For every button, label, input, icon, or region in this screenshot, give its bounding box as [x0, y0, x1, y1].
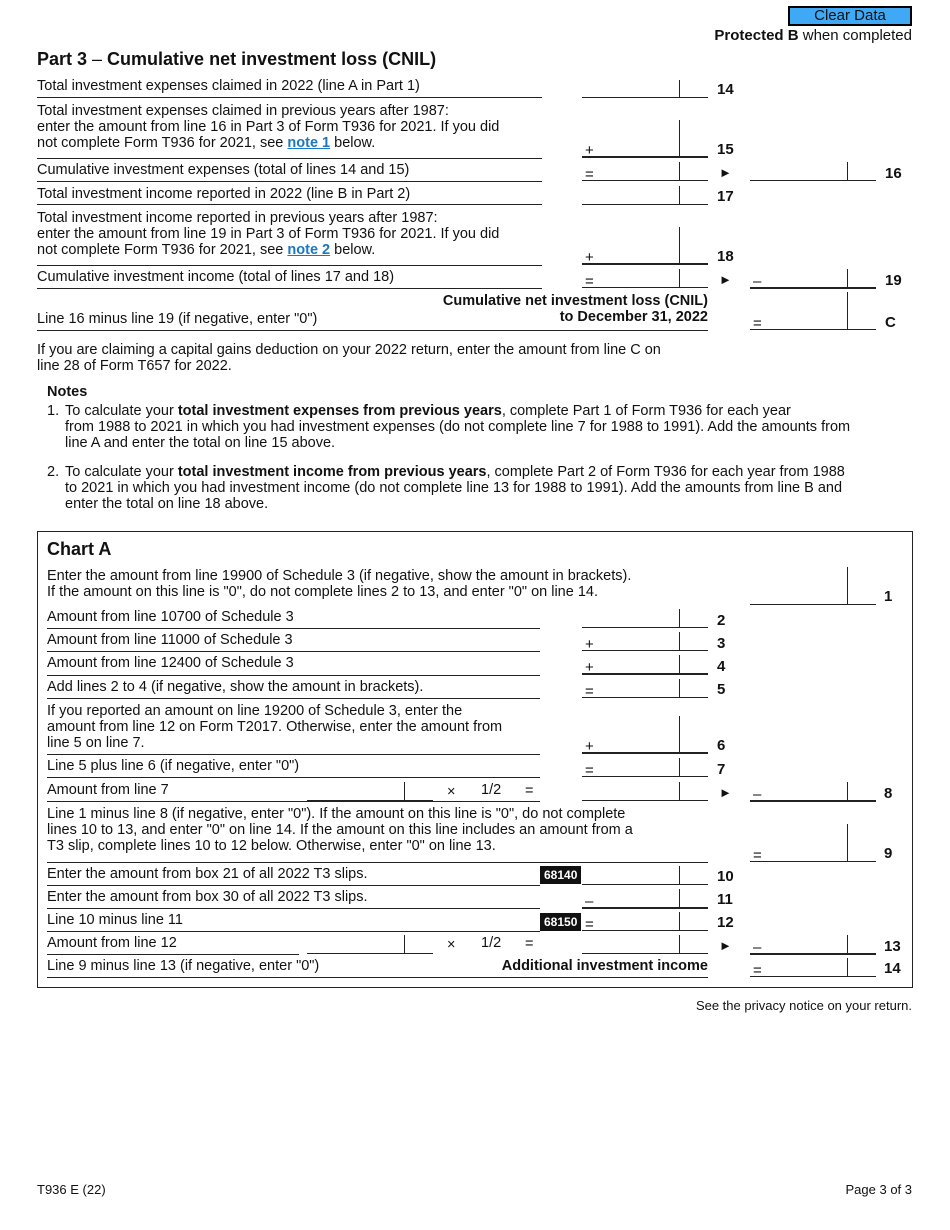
form-identifier: T936 E (22) [37, 1182, 106, 1197]
chartA-line13-label: Amount from line 12 [47, 935, 177, 951]
line16-label: Cumulative investment expenses (total of lines 14 and 15) [37, 162, 410, 178]
line15-text-b: below. [330, 135, 376, 151]
lineC-input[interactable] [750, 292, 876, 330]
line14-input[interactable] [582, 80, 708, 98]
chartA-line10-rule [47, 885, 540, 886]
lineC-equals: = [753, 315, 762, 332]
chartA-line6-plus: + [585, 738, 594, 755]
line17-label: Total investment income reported in 2022 (line B in Part 2) [37, 186, 411, 202]
line14-number: 14 [717, 81, 734, 98]
line16-arrow-icon: ► [719, 165, 732, 180]
chart-a-title: Chart A [47, 539, 112, 559]
line17-input[interactable] [582, 186, 708, 205]
field-code-68140: 68140 [540, 866, 581, 884]
chartA-line5-equals: = [585, 683, 594, 700]
chartA-line1-input[interactable] [750, 567, 876, 605]
line16-sum-field [582, 162, 708, 181]
line19-sum-field [582, 269, 708, 288]
note2-link[interactable]: note 2 [287, 242, 331, 258]
line15-input[interactable] [582, 120, 708, 158]
chartA-line2-input[interactable] [582, 609, 708, 628]
chartA-line7-label: Line 5 plus line 6 (if negative, enter "0") [47, 758, 300, 774]
protected-b-suffix: when completed [798, 27, 912, 44]
chartA-line7-equals: = [585, 762, 594, 779]
line16-input[interactable] [750, 162, 876, 181]
part3-title-part: Part 3 [37, 49, 88, 69]
notes-title: Notes [47, 384, 88, 400]
chartA-line12-number: 12 [717, 914, 734, 931]
chartA-line2-number: 2 [717, 612, 726, 629]
chartA-line14-input[interactable] [750, 958, 876, 977]
chartA-line8-rule [47, 801, 540, 802]
chartA-line10-number: 10 [717, 868, 734, 885]
page-number: Page 3 of 3 [845, 1182, 912, 1197]
chartA-line8-half: 1/2 [481, 782, 502, 798]
chartA-line13-minus: – [753, 939, 762, 956]
lineC-number: C [885, 314, 896, 331]
note1-number: 1. [47, 403, 60, 419]
chartA-line14-label: Line 9 minus line 13 (if negative, enter "0") [47, 958, 320, 974]
line18-plus: + [585, 249, 594, 266]
chartA-line13-half: 1/2 [481, 935, 502, 951]
chartA-line7-field [582, 758, 708, 777]
note1-text-a: To calculate your [65, 403, 178, 419]
note2-text-a: To calculate your [65, 464, 178, 480]
note2-bold: total investment income from previous years [177, 464, 487, 480]
chartA-line9-label: Line 1 minus line 8 (if negative, enter "0"). If the amount on this line is "0", do not complete lines 10 to 13, and enter "0" on line 14. If the amount on this line includes an amount from a T3 slip, complete lines 10 to 12 below. Otherwise, enter "0" on line 13. [47, 806, 633, 854]
chartA-line7-rule [47, 777, 540, 778]
part3-title-rest: Cumulative net investment loss (CNIL) [107, 49, 437, 69]
chartA-line13-number: 13 [884, 938, 901, 955]
chartA-line5-field [582, 679, 708, 698]
line18-input[interactable] [582, 227, 708, 265]
chartA-line4-rule [47, 675, 540, 676]
chartA-line4-number: 4 [717, 658, 726, 675]
chartA-line2-rule [47, 628, 540, 629]
line18-text-a: Total investment income reported in previous years after 1987: enter the amount from line 19 in Part 3 of Form T936 for 2021. If you did not complete Form T936 for 2021, see [37, 210, 500, 258]
chartA-line9-rule [47, 862, 708, 863]
line19-number: 19 [885, 272, 902, 289]
note1-link[interactable]: note 1 [287, 135, 331, 151]
chartA-line13-rule [47, 954, 299, 955]
chartA-line8-amount-input[interactable] [307, 782, 433, 801]
line15-text-a: Total investment expenses claimed in previous years after 1987: enter the amount from line 16 in Part 3 of Form T936 for 2021. If you did not complete Form T936 for 2021, see [37, 103, 500, 151]
chartA-line10-input[interactable] [582, 866, 708, 885]
line19-minus: – [753, 273, 762, 290]
line16-rule [37, 181, 542, 182]
chartA-line11-label: Enter the amount from box 30 of all 2022 T3 slips. [47, 889, 368, 905]
chartA-line7-number: 7 [717, 761, 726, 778]
chartA-line13-input[interactable] [750, 935, 876, 955]
line18-label [37, 210, 499, 258]
chartA-line5-number: 5 [717, 681, 726, 698]
protected-b-notice [714, 27, 912, 44]
chartA-line13-arrow-icon: ► [719, 938, 732, 953]
chartA-line4-plus: + [585, 659, 594, 676]
chartA-line8-arrow-icon: ► [719, 785, 732, 800]
chartA-line11-number: 11 [717, 891, 733, 908]
line18-number: 18 [717, 248, 734, 265]
capital-gains-instruction: If you are claiming a capital gains deduction on your 2022 return, enter the amount from line C on line 28 of Form T657 for 2022. [37, 342, 661, 374]
line15-number: 15 [717, 141, 734, 158]
chartA-line14-equals: = [753, 962, 762, 979]
chartA-line8-label: Amount from line 7 [47, 782, 169, 798]
chartA-line13-times: × [447, 937, 456, 953]
chartA-line8-result-field [582, 782, 708, 801]
chartA-line8-equals: = [525, 783, 534, 799]
field-code-68150: 68150 [540, 913, 581, 931]
chartA-line6-label: If you reported an amount on line 19200 of Schedule 3, enter the amount from line 12 on Form T2017. Otherwise, enter the amount from line 5 on line 7. [47, 703, 503, 751]
chartA-line12-field [582, 912, 708, 931]
chartA-line2-label: Amount from line 10700 of Schedule 3 [47, 609, 294, 625]
lineC-label: Line 16 minus line 19 (if negative, enter "0") [37, 311, 318, 327]
chartA-line1-number: 1 [884, 588, 893, 605]
line16-number: 16 [885, 165, 902, 182]
line18-text-b: below. [330, 242, 376, 258]
note2-number: 2. [47, 464, 60, 480]
chartA-line8-number: 8 [884, 785, 893, 802]
line14-label: Total investment expenses claimed in 2022 (line A in Part 1) [37, 78, 420, 94]
note2-text-b: , complete Part 2 of Form T936 for each year from 1988 [486, 464, 845, 480]
protected-b-label: Protected B [714, 27, 799, 44]
lineC-rule [37, 330, 708, 331]
chartA-line6-input[interactable] [582, 716, 708, 754]
line19-input[interactable] [750, 269, 876, 289]
note1-text-b: , complete Part 1 of Form T936 for each year [501, 403, 791, 419]
chartA-line13-result-field [582, 935, 708, 954]
chartA-line11-input[interactable] [582, 889, 708, 909]
chartA-line5-rule [47, 698, 540, 699]
chartA-line10-label: Enter the amount from box 21 of all 2022 T3 slips. [47, 866, 368, 882]
chartA-line3-input[interactable] [582, 632, 708, 651]
chartA-line8-minus: – [753, 786, 762, 803]
chartA-line3-number: 3 [717, 635, 726, 652]
line17-number: 17 [717, 188, 734, 205]
chartA-line14-rule [47, 977, 708, 978]
note1-text [65, 403, 915, 419]
chartA-line14-number: 14 [884, 960, 901, 977]
note1-bold: total investment expenses from previous years [177, 403, 502, 419]
privacy-notice: See the privacy notice on your return. [695, 998, 912, 1013]
additional-investment-income-title: Additional investment income [501, 958, 708, 974]
chartA-line3-rule [47, 651, 540, 652]
chartA-line6-number: 6 [717, 737, 726, 754]
part3-title [37, 49, 436, 70]
chartA-line12-rule [47, 931, 540, 932]
chartA-line3-label: Amount from line 11000 of Schedule 3 [47, 632, 293, 648]
chartA-line1-label: Enter the amount from line 19900 of Schedule 3 (if negative, show the amount in brackets). If the amount on this line is "0", do not complete lines 2 to 13, and enter "0" on line 14. [47, 568, 632, 600]
chartA-line9-number: 9 [884, 845, 893, 862]
line19-label: Cumulative investment income (total of lines 17 and 18) [37, 269, 395, 285]
chartA-line12-label: Line 10 minus line 11 [47, 912, 183, 928]
cnil-title: Cumulative net investment loss (CNIL) to December 31, 2022 [442, 293, 708, 325]
line15-label [37, 103, 499, 151]
line16-equals: = [585, 166, 594, 183]
chartA-line3-plus: + [585, 636, 594, 653]
part3-title-dash: – [87, 49, 108, 69]
chartA-line8-times: × [447, 784, 456, 800]
chartA-line13-amount-input[interactable] [307, 935, 433, 954]
chartA-line4-input[interactable] [582, 655, 708, 675]
clear-data-button[interactable]: Clear Data [788, 6, 912, 26]
line19-equals: = [585, 273, 594, 290]
line14-rule [37, 97, 542, 98]
chartA-line11-minus: – [585, 893, 594, 910]
chartA-line8-input[interactable] [750, 782, 876, 802]
line17-rule [37, 204, 542, 205]
note2-text-cont: to 2021 in which you had investment income (do not complete line 13 for 1988 to 1991). Add the amounts from line B and enter the total on line 18 above. [65, 480, 843, 512]
line19-rule [37, 288, 542, 289]
line18-rule [37, 265, 542, 266]
chartA-line6-rule [47, 754, 540, 755]
note1-text-cont: from 1988 to 2021 in which you had investment expenses (do not complete line 7 for 1988 to 1991). Add the amounts from line A and enter the total on line 15 above. [65, 419, 851, 451]
chartA-line5-label: Add lines 2 to 4 (if negative, show the amount in brackets). [47, 679, 424, 695]
chartA-line9-input[interactable] [750, 824, 876, 862]
chartA-line4-label: Amount from line 12400 of Schedule 3 [47, 655, 294, 671]
line19-arrow-icon: ► [719, 272, 732, 287]
chartA-line12-equals: = [585, 916, 594, 933]
chartA-line9-equals: = [753, 847, 762, 864]
note2-text [65, 464, 915, 480]
line15-rule [37, 158, 542, 159]
chartA-line11-rule [47, 908, 540, 909]
line15-plus: + [585, 142, 594, 159]
chartA-line13-equals: = [525, 936, 534, 952]
